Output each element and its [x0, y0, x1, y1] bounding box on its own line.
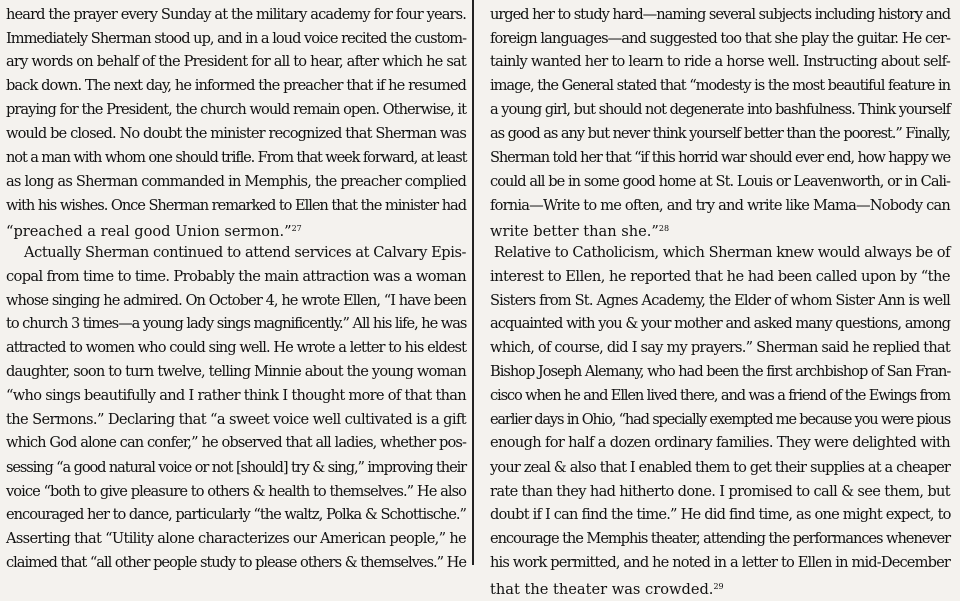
text-line: “who sings beautifully and I rather think I thought more of that than [6, 387, 466, 404]
text-line: Relative to Catholicism, which Sherman knew would always be of [494, 244, 950, 261]
text-line: doubt if I can find the time.” He did find time, as one might expect, to [490, 506, 951, 523]
text-line: that the theater was crowded.$^{29}$ [490, 581, 724, 598]
text-line: the Sermons.” Declaring that “a sweet voice well cultivated is a gift [6, 411, 467, 428]
text-line: tainly wanted her to learn to ride a horse well. Instructing about self- [490, 53, 950, 70]
text-line: encourage the Memphis theater, attending the performances whenever [490, 530, 950, 547]
text-line: Sisters from St. Agnes Academy, the Elder of whom Sister Ann is well [490, 292, 950, 309]
text-line: sessing “a good natural voice or not [should] try & sing,” improving their [6, 459, 466, 476]
text-line: enough for half a dozen ordinary families. They were delighted with [490, 434, 950, 451]
text-line: as good as any but never think yourself better than the poorest.” Finally, [490, 125, 950, 142]
text-line: would be closed. No doubt the minister recognized that Sherman was [6, 125, 466, 142]
text-line: attracted to women who could sing well. He wrote a letter to his eldest [6, 339, 466, 356]
text-line: his work permitted, and he noted in a letter to Ellen in mid-December [490, 554, 950, 571]
text-line: acquainted with you & your mother and asked many questions, among [490, 315, 950, 332]
text-line: whose singing he admired. On October 4, he wrote Ellen, “I have been [6, 292, 466, 309]
text-line: rate than they had hitherto done. I promised to call & see them, but [490, 483, 950, 500]
text-line: daughter, soon to turn twelve, telling Minnie about the young woman [6, 363, 466, 380]
text-line: Immediately Sherman stood up, and in a loud voice recited the custom- [6, 30, 466, 47]
text-line: earlier days in Ohio, “had specially exempted me because you were pious [490, 411, 950, 428]
text-line: which, of course, did I say my prayers.” Sherman said he replied that [490, 339, 950, 356]
text-line: claimed that “all other people study to please others & themselves.” He [6, 554, 466, 571]
text-line: could all be in some good home at St. Louis or Leavenworth, or in Cali- [490, 173, 950, 190]
text-line: to church 3 times—a young lady sings magnificently.” All his life, he was [6, 315, 467, 332]
footnote-marker: 29 [713, 582, 724, 591]
text-line: which God alone can confer,” he observed that all ladies, whether pos- [6, 434, 466, 451]
text-line: your zeal & also that I enabled them to get their supplies at a cheaper [490, 459, 950, 476]
text-line: encouraged her to dance, particularly “the waltz, Polka & Schottische.” [6, 506, 466, 523]
text-line: not a man with whom one should trifle. From that week forward, at least [6, 149, 467, 166]
text-line: foreign languages—and suggested too that she play the guitar. He cer- [490, 30, 950, 47]
text-line: with his wishes. Once Sherman remarked to Ellen that the minister had [6, 197, 466, 214]
text-line: Sherman told her that “if this horrid war should ever end, how happy we [490, 149, 950, 166]
text-line: ary words on behalf of the President for all to hear, after which he sat [6, 53, 466, 70]
text-line: Bishop Joseph Alemany, who had been the first archbishop of San Fran- [490, 363, 951, 380]
text-line: voice “both to give pleasure to others & health to themselves.” He also [6, 483, 466, 500]
text-line: image, the General stated that “modesty is the most beautiful feature in [490, 77, 950, 94]
text-line: back down. The next day, he informed the preacher that if he resumed [6, 77, 466, 94]
text-line: a young girl, but should not degenerate into bashfulness. Think yourself [490, 101, 950, 118]
text-line: copal from time to time. Probably the main attraction was a woman [6, 268, 466, 285]
text-line: cisco when he and Ellen lived there, and was a friend of the Ewings from [490, 387, 950, 404]
text-line: interest to Ellen, he reported that he had been called upon by “the [490, 268, 950, 285]
footnote-marker: 28 [658, 224, 670, 233]
text-line: as long as Sherman commanded in Memphis, the preacher complied [6, 173, 466, 190]
text-line: write better than she.”$^{28}$ [490, 223, 670, 240]
text-line: heard the prayer every Sunday at the military academy for four years. [6, 6, 466, 23]
text-line: “preached a real good Union sermon.”$^{27}$ [6, 223, 302, 240]
footnote-marker: 27 [291, 224, 302, 233]
text-line: Asserting that “Utility alone characterizes our American people,” he [6, 530, 466, 547]
right-page [476, 0, 960, 598]
text-line: urged her to study hard—naming several subjects including history and [490, 6, 950, 23]
text-line: praying for the President, the church would remain open. Otherwise, it [6, 101, 466, 118]
left-page [0, 0, 474, 571]
text-line: fornia—Write to me often, and try and write like Mama—Nobody can [490, 197, 950, 214]
text-line: Actually Sherman continued to attend services at Calvary Epis- [24, 244, 466, 261]
